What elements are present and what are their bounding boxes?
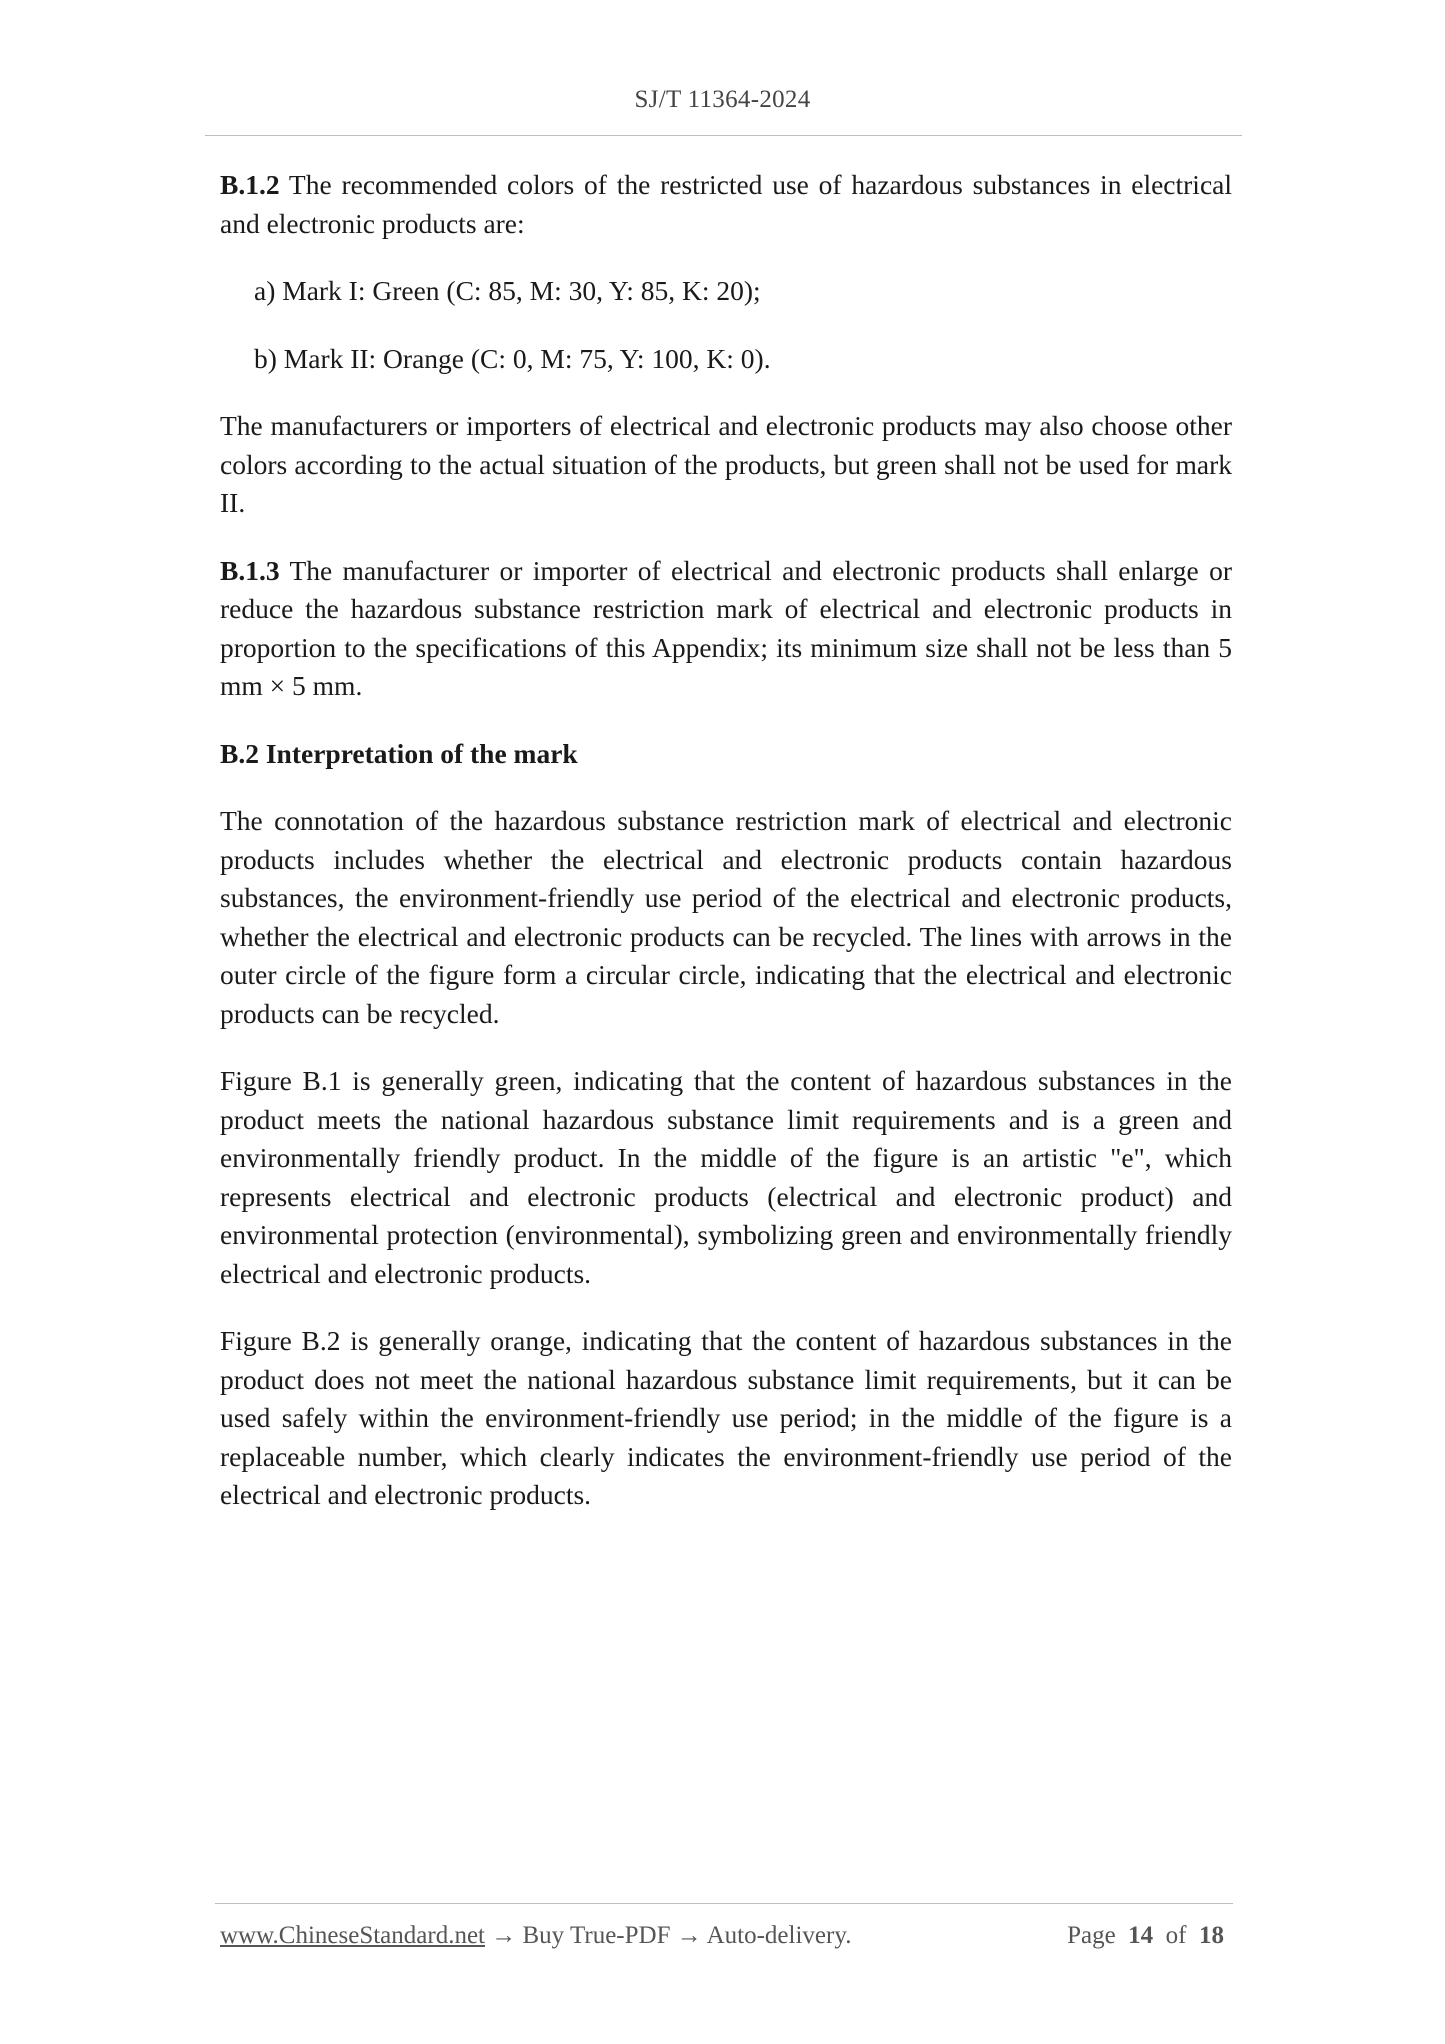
section-heading-b-2: B.2 Interpretation of the mark bbox=[220, 737, 578, 769]
paragraph-color-note: The manufacturers or importers of electrical and electronic products may also choose other colors according to the actual situation of the products, but green shall not be used for mark II. bbox=[220, 410, 1232, 518]
site-link[interactable]: www.ChineseStandard.net bbox=[220, 1922, 485, 1949]
footer-promo bbox=[220, 1922, 851, 1950]
clause-b-1-3 bbox=[220, 552, 1232, 706]
header-divider bbox=[205, 135, 1242, 136]
page-header-standard-code: SJ/T 11364-2024 bbox=[634, 86, 811, 113]
list-item-mark-1: a) Mark I: Green (C: 85, M: 30, Y: 85, K: 20); bbox=[254, 275, 761, 306]
clause-number: B.1.2 bbox=[220, 169, 280, 200]
page-label: Page bbox=[1067, 1922, 1116, 1949]
of-label: of bbox=[1165, 1922, 1187, 1949]
promo-text: → Buy True-PDF → Auto-delivery. bbox=[485, 1922, 852, 1949]
list-item-mark-2: b) Mark II: Orange (C: 0, M: 75, Y: 100, K: 0). bbox=[254, 342, 771, 374]
document-body bbox=[220, 166, 1232, 1544]
paragraph-mark-connotation: The connotation of the hazardous substance restriction mark of electrical and electronic products includes whether the electrical and electronic products contain hazardous substances, the environment-friendly use period of the electrical and electronic products, whether the electrical and electronic products can be recycled. The lines with arrows in the outer circle of the figure form a circular circle, indicating that the electrical and electronic products can be recycled. bbox=[220, 805, 1232, 1029]
page-indicator bbox=[1067, 1922, 1224, 1950]
total-pages-number: 18 bbox=[1199, 1922, 1224, 1949]
clause-text: The recommended colors of the restricted use of hazardous substances in electrical and electronic products are: bbox=[220, 169, 1232, 239]
footer-divider bbox=[215, 1903, 1233, 1904]
clause-b-1-2 bbox=[220, 166, 1232, 243]
current-page-number: 14 bbox=[1128, 1922, 1154, 1949]
clause-number: B.1.3 bbox=[220, 554, 280, 586]
paragraph-figure-b-2: Figure B.2 is generally orange, indicating that the content of hazardous substances in the product does not meet the national hazardous substance limit requirements, but it can be used safely within the environment-friendly use period; in the middle of the figure is a replaceable number, which clearly indicates the environment-friendly use period of the electrical and electronic products. bbox=[220, 1325, 1232, 1510]
paragraph-figure-b-1: Figure B.1 is generally green, indicating that the content of hazardous substances in the product meets the national hazardous substance limit requirements and is a green and environmentally friendly product. In the middle of the figure is an artistic "e", which represents electrical and electronic products (electrical and electronic product) and environmental protection (environmental), symbolizing green and environmentally friendly electrical and electronic products. bbox=[220, 1065, 1232, 1289]
clause-text: The manufacturer or importer of electrical and electronic products shall enlarge or reduce the hazardous substance restriction mark of electrical and electronic products in proportion to the specifications of this Appendix; its minimum size shall not be less than 5 mm × 5 mm. bbox=[220, 554, 1232, 701]
